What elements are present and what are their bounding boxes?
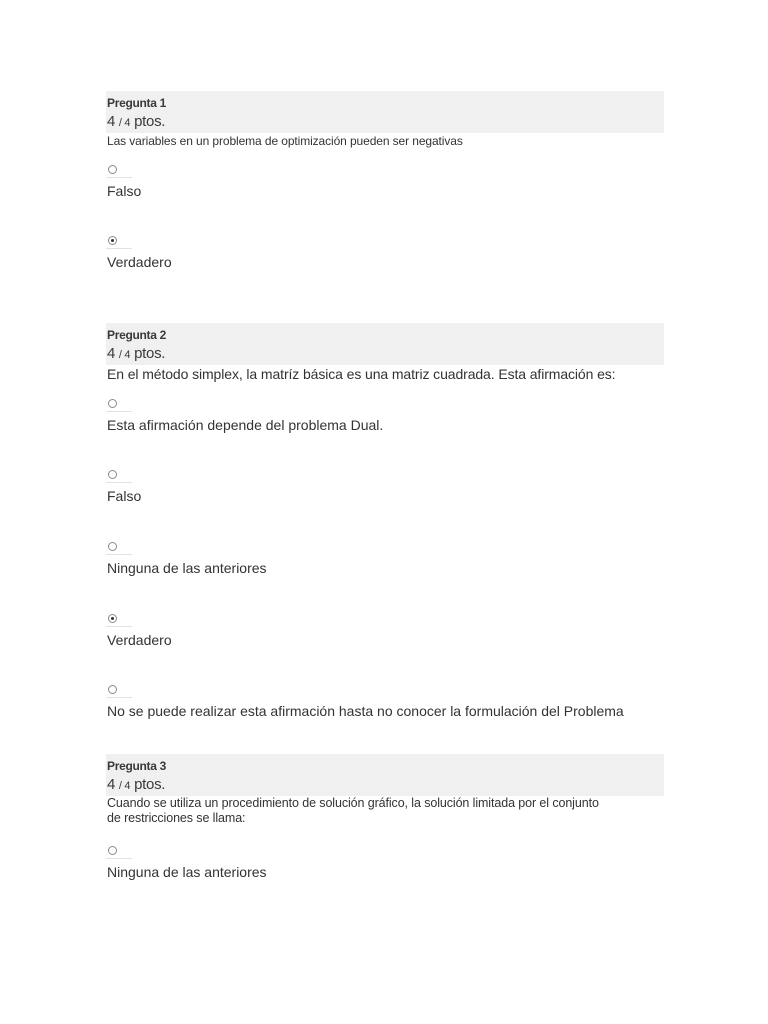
divider bbox=[106, 177, 132, 178]
divider bbox=[106, 554, 132, 555]
radio-button[interactable] bbox=[108, 685, 117, 694]
divider bbox=[106, 482, 132, 483]
option-label: Falso bbox=[107, 488, 142, 504]
option-label: Verdadero bbox=[107, 632, 172, 648]
option-label: Esta afirmación depende del problema Dual. bbox=[107, 417, 384, 433]
question-header bbox=[106, 91, 664, 133]
question-header bbox=[106, 323, 664, 365]
question-title: Pregunta 3 bbox=[107, 759, 167, 773]
question-points bbox=[107, 345, 165, 362]
points-max: / 4 bbox=[118, 117, 131, 129]
question-points bbox=[107, 113, 165, 130]
question-text: En el método simplex, la matríz básica es una matriz cuadrada. Esta afirmación es: bbox=[107, 366, 616, 382]
question-text bbox=[107, 796, 599, 826]
question-points bbox=[107, 776, 165, 793]
option-label: No se puede realizar esta afirmación hasta no conocer la formulación del Problema bbox=[107, 703, 624, 719]
divider bbox=[106, 697, 132, 698]
points-max: / 4 bbox=[118, 780, 131, 792]
question-title: Pregunta 2 bbox=[107, 328, 167, 342]
question-title: Pregunta 1 bbox=[107, 96, 167, 110]
question-text-line: de restricciones se llama: bbox=[107, 811, 246, 825]
option-label: Falso bbox=[107, 183, 142, 199]
question-text-line: Cuando se utiliza un procedimiento de solución gráfico, la solución limitada por el conjunto bbox=[107, 796, 599, 810]
question-header bbox=[106, 754, 664, 796]
points-earned: 4 bbox=[107, 113, 116, 130]
question-1 bbox=[106, 91, 664, 291]
radio-button-selected[interactable] bbox=[108, 236, 117, 245]
points-earned: 4 bbox=[107, 345, 116, 362]
divider bbox=[106, 248, 132, 249]
points-unit: ptos. bbox=[134, 345, 166, 362]
points-max: / 4 bbox=[118, 349, 131, 361]
question-2 bbox=[106, 323, 664, 733]
option-label: Ninguna de las anteriores bbox=[107, 560, 267, 576]
radio-button[interactable] bbox=[108, 846, 117, 855]
question-3 bbox=[106, 754, 664, 894]
option-label: Ninguna de las anteriores bbox=[107, 864, 267, 880]
divider bbox=[106, 626, 132, 627]
divider bbox=[106, 858, 132, 859]
radio-button[interactable] bbox=[108, 542, 117, 551]
divider bbox=[106, 411, 132, 412]
points-unit: ptos. bbox=[134, 113, 166, 130]
radio-button[interactable] bbox=[108, 165, 117, 174]
points-unit: ptos. bbox=[134, 776, 166, 793]
option-label: Verdadero bbox=[107, 254, 172, 270]
radio-button-selected[interactable] bbox=[108, 614, 117, 623]
points-earned: 4 bbox=[107, 776, 116, 793]
question-text: Las variables en un problema de optimización pueden ser negativas bbox=[107, 134, 463, 148]
radio-button[interactable] bbox=[108, 470, 117, 479]
radio-button[interactable] bbox=[108, 399, 117, 408]
